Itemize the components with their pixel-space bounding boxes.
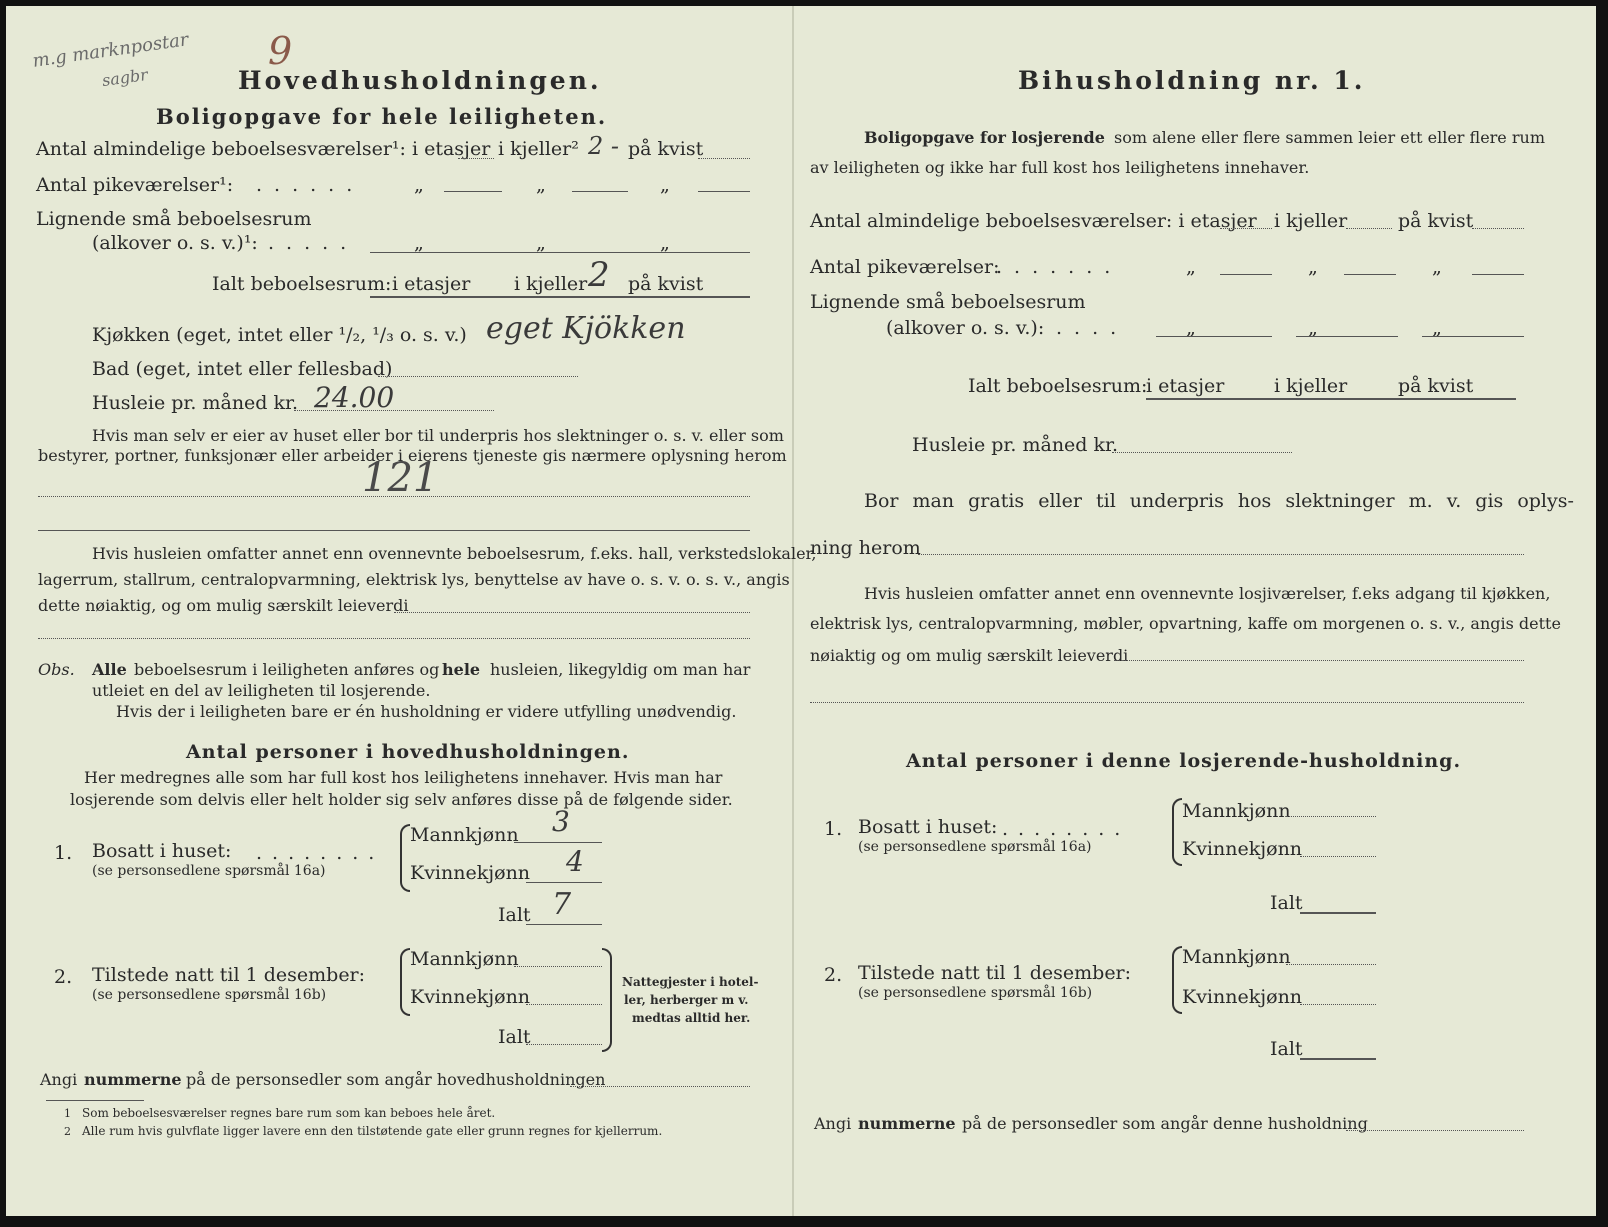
right-ialt-label: Ialt beboelsesrum: [968,375,1148,397]
left-kjokken-value: eget Kjökken [486,311,686,346]
left-natt-2: ler, herberger m v. [624,993,749,1007]
right-q2-note: (se personsedlene spørsmål 16b) [858,985,1093,1001]
left-q2-right-brace [602,948,612,1052]
left-r1-kvist-line [698,158,750,159]
left-r3-ditto-3: „ [660,232,670,254]
right-q1-note: (se personsedlene spørsmål 16a) [858,839,1092,855]
right-q1-kvinne-line [1300,856,1376,857]
left-omf-3: dette nøiaktig, og om mulig særskilt leieverdi [38,596,409,615]
left-r3-underline [370,252,750,253]
right-r1-etasjer-line [1220,228,1272,229]
right-r3-dots: .... [1056,317,1129,339]
left-r3-ditto-1: „ [414,232,424,254]
right-q1-mann-line [1286,816,1376,817]
left-r1-etasjer-line [458,158,494,159]
left-q2-note: (se personsedlene spørsmål 16b) [92,987,327,1003]
right-r3-line-1 [1156,336,1272,337]
corner-number: 9 [268,29,293,73]
left-q2-brace [400,948,410,1016]
left-bad-label: Bad (eget, intet eller fellesbad) [92,358,393,380]
left-obs-alle: Alle [92,660,127,679]
right-r2-ditto-1: „ [1186,256,1196,278]
right-husleie-line [1112,452,1292,453]
left-r3-label-2: (alkover o. s. v.)¹: [92,232,258,254]
right-ialt-underline [1146,398,1516,400]
left-r2-label: Antal pikeværelser¹: [36,174,234,196]
left-omf-1: Hvis husleien omfatter annet enn ovennevnte beboelsesrum, f.eks. hall, verkstedslokaler, [92,544,817,563]
left-q1-mann-line [514,842,602,843]
left-q1-kvinne-line [526,882,602,883]
left-ialt-label: Ialt beboelsesrum: [212,273,392,295]
left-persons-2: losjerende som delvis eller helt holder sig selv anføres disse på de følgende sider. [70,790,733,809]
right-angi-post: på de personsedler som angår denne husholdning [962,1114,1368,1133]
left-angi-line [570,1086,750,1087]
right-r2-label: Antal pikeværelser: [810,256,1000,278]
left-ialt-kjeller: i kjeller [514,273,588,295]
right-intro-bold: Boligopgave for losjerende [864,128,1105,147]
right-r1-kvist: på kvist [1398,210,1474,232]
left-kjokken-label: Kjøkken (eget, intet eller ¹/₂, ¹/₃ o. s. v.) [92,324,467,346]
left-fn-2: Alle rum hvis gulvflate ligger lavere enn den tilstøtende gate eller grunn regnes for kjellerrum. [82,1124,663,1138]
right-r2-line-2 [1344,274,1396,275]
left-ialt-underline [370,296,750,298]
right-intro-1: som alene eller flere sammen leier ett eller flere rum [1114,128,1545,147]
right-q2-ialt-line [1300,1058,1376,1060]
left-r2-line-1 [444,191,502,192]
left-obs-3: Hvis der i leiligheten bare er én husholdning er videre utfylling unødvendig. [116,702,737,721]
left-omf-line-2 [38,638,750,639]
right-omf-line-2 [810,702,1524,703]
right-ialt-kvist: på kvist [1398,375,1474,397]
right-q1-kvinne: Kvinnekjønn [1182,838,1303,860]
left-fn-1-num: 1 [64,1107,71,1120]
right-omf-2: elektrisk lys, centralopvarmning, møbler, opvartning, kaffe om morgenen o. s. v., angis dette [810,614,1561,633]
left-obs-label: Obs. [38,660,75,679]
left-r1-kjeller: i kjeller² [498,138,579,160]
right-title: Bihusholdning nr. 1. [1018,66,1366,95]
right-husleie-label: Husleie pr. måned kr. [912,434,1119,456]
right-omf-3: nøiaktig og om mulig særskilt leieverdi [810,646,1129,665]
left-husleie-value: 24.00 [314,381,395,414]
right-r3-label-2: (alkover o. s. v.): [886,317,1045,339]
census-form-sheet [6,6,1596,1216]
left-eier-line-1 [38,496,750,497]
left-angi-pre: Angi [40,1070,78,1089]
left-ialt-kjeller-value: 2 [588,255,610,295]
left-q1-kvinne-value: 4 [566,845,584,878]
page-fold [792,6,794,1216]
left-q1-mann-value: 3 [552,805,570,838]
left-q2-kvinne: Kvinnekjønn [410,986,531,1008]
left-q2-ialt: Ialt [498,1026,531,1048]
right-r1-kjeller: i kjeller [1274,210,1348,232]
left-natt-3: medtas alltid her. [632,1011,751,1025]
left-r2-ditto-3: „ [660,174,670,196]
right-q1-brace [1172,798,1182,866]
left-r2-line-3 [698,191,750,192]
left-q1-kvinne: Kvinnekjønn [410,862,531,884]
right-q1-label: Bosatt i huset: [858,816,998,838]
right-ialt-kjeller: i kjeller [1274,375,1348,397]
right-angi-bold: nummerne [858,1114,956,1133]
left-q2-kvinne-line [526,1004,602,1005]
left-bad-line [378,376,578,377]
left-r2-dots: ...... [256,174,365,196]
left-q1-label: Bosatt i huset: [92,840,232,862]
left-ialt-etasjer: i etasjer [392,273,471,295]
left-subtitle: Boligopgave for hele leiligheten. [156,104,608,129]
left-persons-1: Her medregnes alle som har full kost hos leilighetens innehaver. Hvis man har [84,768,723,787]
right-persons-title: Antal personer i denne losjerende-husholdning. [906,750,1462,772]
left-q2-ialt-line [526,1044,602,1045]
left-q2-mann: Mannkjønn [410,948,519,970]
left-angi-bold: nummerne [84,1070,182,1089]
right-omf-line-1 [1114,660,1524,661]
left-eier-mark: 121 [362,455,439,501]
left-obs-hele: hele [442,660,481,679]
right-r3-ditto-2: „ [1308,317,1318,339]
right-angi-pre: Angi [814,1114,852,1133]
left-eier-line-2 [38,530,750,531]
left-q1-brace [400,824,410,892]
right-q1-ialt: Ialt [1270,892,1303,914]
right-r3-ditto-1: „ [1186,317,1196,339]
right-r3-line-3 [1422,336,1524,337]
left-q1-ialt-value: 7 [552,887,572,922]
left-husleie-line [294,410,494,411]
left-fn-2-num: 2 [64,1125,71,1138]
right-q2-mann-line [1286,964,1376,965]
left-q2-num: 2. [54,966,73,988]
right-r3-ditto-3: „ [1432,317,1442,339]
left-angi-post: på de personsedler som angår hovedhusholdningen [186,1070,606,1089]
right-gratis-2: ning herom [810,537,921,559]
right-r1-kvist-line [1472,228,1524,229]
left-r2-line-2 [572,191,628,192]
left-q1-ialt: Ialt [498,904,531,926]
right-angi-line [1346,1130,1524,1131]
left-r1-kvist: på kvist [628,138,704,160]
left-omf-2: lagerrum, stallrum, centralopvarmning, elektrisk lys, benyttelse av have o. s. v. o. s. v., angis [38,570,790,589]
right-q2-num: 2. [824,964,843,986]
right-omf-1: Hvis husleien omfatter annet enn ovennevnte losjiværelser, f.eks adgang til kjøkken, [864,584,1551,603]
right-q2-kvinne: Kvinnekjønn [1182,986,1303,1008]
left-r2-ditto-2: „ [536,174,546,196]
right-q1-num: 1. [824,818,843,840]
left-q1-num: 1. [54,842,73,864]
right-q1-ialt-line [1300,912,1376,914]
right-q2-kvinne-line [1300,1004,1376,1005]
left-persons-title: Antal personer i hovedhusholdningen. [186,741,630,763]
right-r3-line-2 [1296,336,1398,337]
left-obs-2: utleiet en del av leiligheten til losjerende. [92,681,431,700]
right-q2-mann: Mannkjønn [1182,946,1291,968]
right-r3-label-1: Lignende små beboelsesrum [810,291,1086,313]
left-eier-2: bestyrer, portner, funksjonær eller arbeider i eierens tjeneste gis nærmere oplysning herom [38,446,787,465]
left-q1-note: (se personsedlene spørsmål 16a) [92,863,326,879]
right-q2-label: Tilstede natt til 1 desember: [858,962,1132,984]
right-gratis-1: Bor man gratis eller til underpris hos slektninger m. v. gis oplys- [864,490,1574,512]
left-title: Hovedhusholdningen. [238,66,602,95]
right-r2-ditto-3: „ [1432,256,1442,278]
left-fn-1: Som beboelsesværelser regnes bare rum som kan beboes hele året. [82,1106,496,1120]
left-r1-label: Antal almindelige beboelsesværelser¹: i etasjer [36,138,491,160]
left-q2-mann-line [514,966,602,967]
right-r2-dots: ....... [996,256,1123,278]
right-ialt-etasjer: i etasjer [1146,375,1225,397]
left-r3-label-1: Lignende små beboelsesrum [36,208,312,230]
left-q2-label: Tilstede natt til 1 desember: [92,964,366,986]
left-ialt-kvist: på kvist [628,273,704,295]
left-r3-dots: ..... [268,232,359,254]
left-r3-ditto-2: „ [536,232,546,254]
right-r1-kjeller-line [1346,228,1392,229]
right-q2-ialt: Ialt [1270,1038,1303,1060]
right-intro-2: av leiligheten og ikke har full kost hos leilighetens innehaver. [810,158,1310,177]
right-q1-dots: ........ [1002,818,1131,840]
right-q1-mann: Mannkjønn [1182,800,1291,822]
right-r2-line-3 [1472,274,1524,275]
left-omf-line-1 [394,612,750,613]
corner-note-2: sagbr [100,64,149,91]
left-footnote-rule [46,1100,144,1101]
right-r2-ditto-2: „ [1308,256,1318,278]
left-q1-dots: ........ [256,842,385,864]
left-r1-kjeller-value: 2 - [588,132,620,160]
right-r1-label: Antal almindelige beboelsesværelser: i etasjer [810,210,1257,232]
left-r2-ditto-1: „ [414,174,424,196]
left-husleie-label: Husleie pr. måned kr. [92,392,299,414]
left-obs-1b: husleien, likegyldig om man har [490,660,751,679]
corner-note-1: m.g marknpostar [31,29,190,72]
right-r2-line-1 [1220,274,1272,275]
right-q2-brace [1172,946,1182,1014]
left-natt-1: Nattegjester i hotel- [622,975,759,989]
left-q1-mann: Mannkjønn [410,824,519,846]
right-gratis-line [918,554,1524,555]
left-obs-1a: beboelsesrum i leiligheten anføres og [134,660,440,679]
left-q1-ialt-line [526,924,602,925]
left-eier-1: Hvis man selv er eier av huset eller bor til underpris hos slektninger o. s. v. eller som [92,426,784,445]
